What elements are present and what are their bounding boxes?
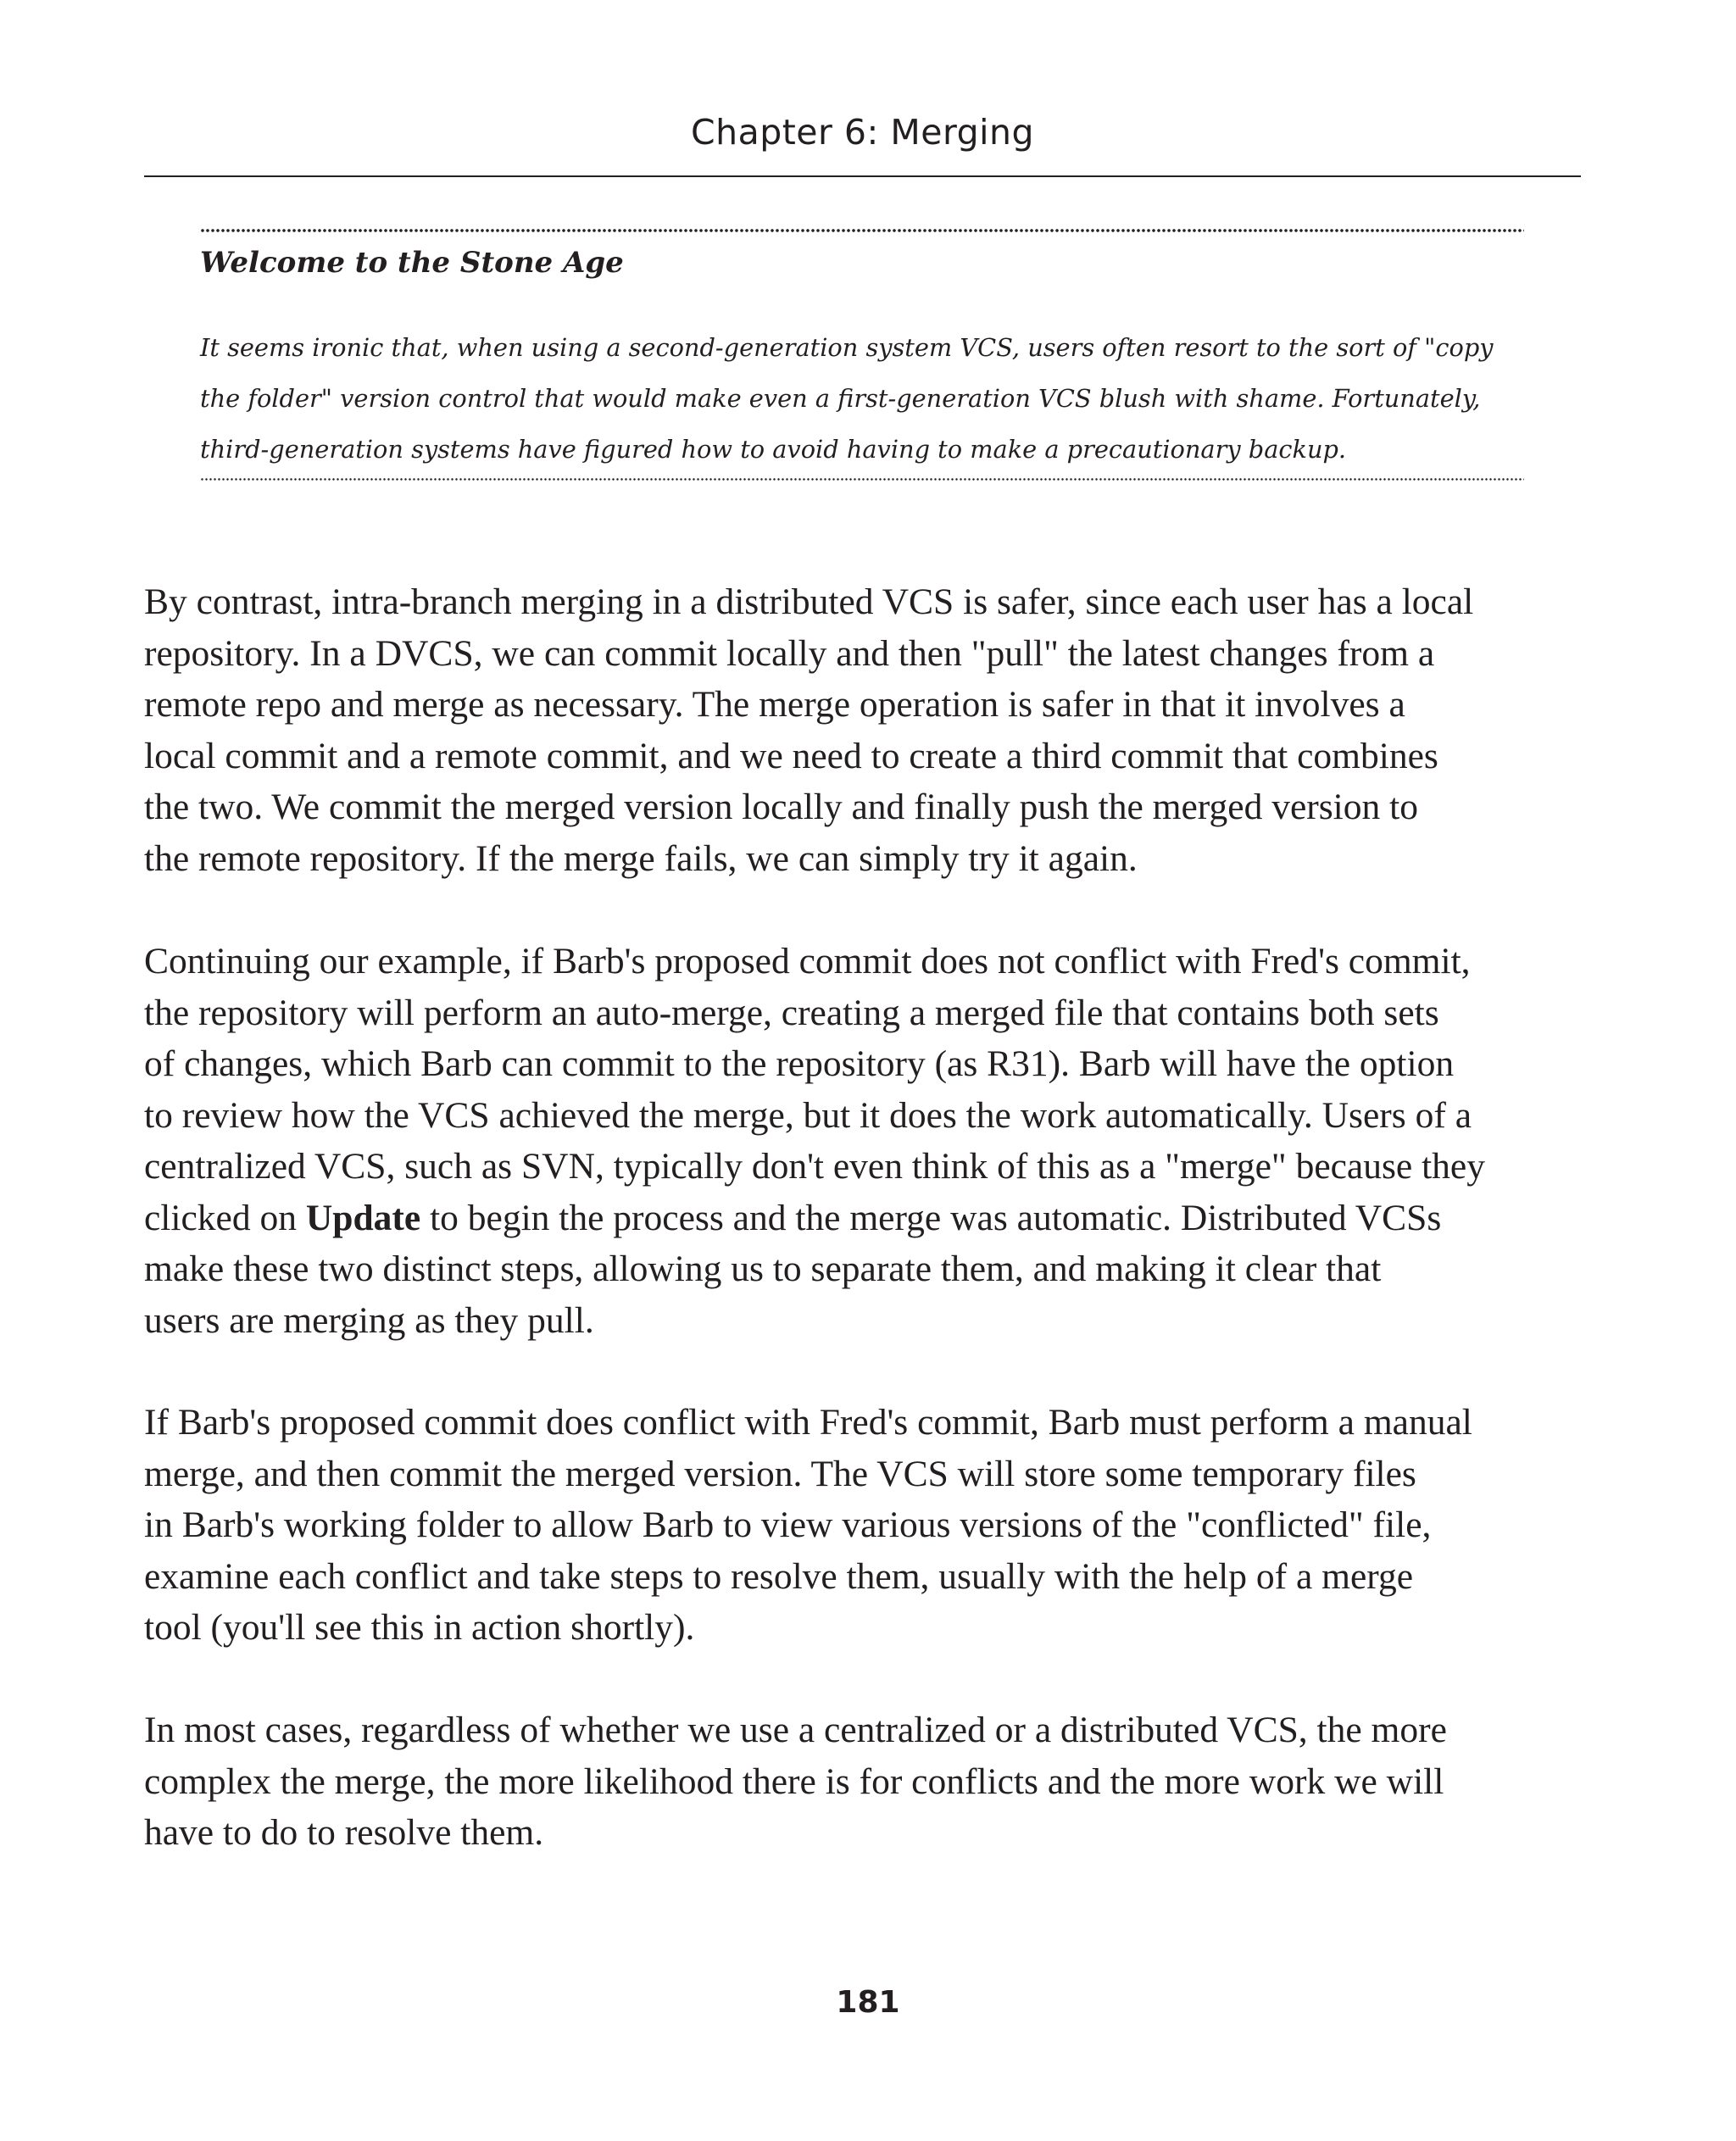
paragraph-line: users are merging as they pull. bbox=[144, 1299, 594, 1341]
paragraph-dvcs-merging bbox=[144, 576, 1585, 884]
paragraph-line: remote repo and merge as necessary. The merge operation is safer in that it involves a bbox=[144, 684, 1405, 725]
paragraph-merge-complexity bbox=[144, 1704, 1585, 1859]
paragraph-line: make these two distinct steps, allowing us to separate them, and making it clear that bbox=[144, 1248, 1382, 1289]
sidebar-title: Welcome to the Stone Age bbox=[200, 246, 624, 280]
running-header: Chapter 6: Merging bbox=[690, 112, 1035, 153]
sidebar-line: third-generation systems have figured how to avoid having to make a precautionary backup. bbox=[200, 435, 1347, 464]
paragraph-auto-merge bbox=[144, 936, 1585, 1346]
sidebar-note bbox=[200, 224, 1524, 488]
sidebar-top-dotted-rule bbox=[200, 229, 1524, 232]
paragraph-line: complex the merge, the more likelihood there is for conflicts and the more work we will bbox=[144, 1760, 1444, 1802]
paragraph-line: in Barb's working folder to allow Barb to view various versions of the "conflicted" file, bbox=[144, 1504, 1432, 1545]
paragraph-line bbox=[144, 1193, 1585, 1244]
header-rule bbox=[144, 175, 1581, 177]
paragraph-line: Continuing our example, if Barb's proposed commit does not conflict with Fred's commit, bbox=[144, 941, 1471, 982]
paragraph-line: By contrast, intra-branch merging in a distributed VCS is safer, since each user has a local bbox=[144, 581, 1474, 622]
paragraph-line: of changes, which Barb can commit to the repository (as R31). Barb will have the option bbox=[144, 1043, 1455, 1084]
sidebar-line: the folder" version control that would make even a first-generation VCS blush with shame. Fortunately, bbox=[200, 384, 1481, 413]
paragraph-line: centralized VCS, such as SVN, typically don't even think of this as a "merge" because they bbox=[144, 1146, 1485, 1187]
paragraph-line: merge, and then commit the merged version. The VCS will store some temporary files bbox=[144, 1453, 1416, 1494]
update-term: Update bbox=[305, 1197, 421, 1238]
sidebar-line: It seems ironic that, when using a second-generation system VCS, users often resort to the sort of "copy bbox=[200, 333, 1494, 362]
text-run: to begin the process and the merge was automatic. Distributed VCSs bbox=[420, 1197, 1442, 1238]
paragraph-manual-merge bbox=[144, 1397, 1585, 1654]
paragraph-line: tool (you'll see this in action shortly). bbox=[144, 1607, 695, 1648]
paragraph-line: repository. In a DVCS, we can commit locally and then "pull" the latest changes from a bbox=[144, 632, 1435, 674]
paragraph-line: the two. We commit the merged version locally and finally push the merged version to bbox=[144, 787, 1418, 827]
paragraph-line: the remote repository. If the merge fails, we can simply try it again. bbox=[144, 837, 1138, 879]
text-run: clicked on bbox=[144, 1197, 306, 1238]
paragraph-line: have to do to resolve them. bbox=[144, 1812, 544, 1853]
paragraph-line: to review how the VCS achieved the merge, but it does the work automatically. Users of a bbox=[144, 1094, 1472, 1136]
paragraph-line: local commit and a remote commit, and we need to create a third commit that combines bbox=[144, 735, 1438, 776]
sidebar-body bbox=[200, 322, 1524, 475]
paragraph-line: the repository will perform an auto-merge, creating a merged file that contains both sets bbox=[144, 992, 1439, 1033]
page-number: 181 bbox=[836, 1985, 900, 2020]
paragraph-line: examine each conflict and take steps to resolve them, usually with the help of a merge bbox=[144, 1555, 1414, 1597]
sidebar-bottom-dotted-rule bbox=[200, 478, 1524, 481]
paragraph-line: If Barb's proposed commit does conflict with Fred's commit, Barb must perform a manual bbox=[144, 1402, 1472, 1443]
paragraph-line: In most cases, regardless of whether we use a centralized or a distributed VCS, the more bbox=[144, 1710, 1447, 1750]
